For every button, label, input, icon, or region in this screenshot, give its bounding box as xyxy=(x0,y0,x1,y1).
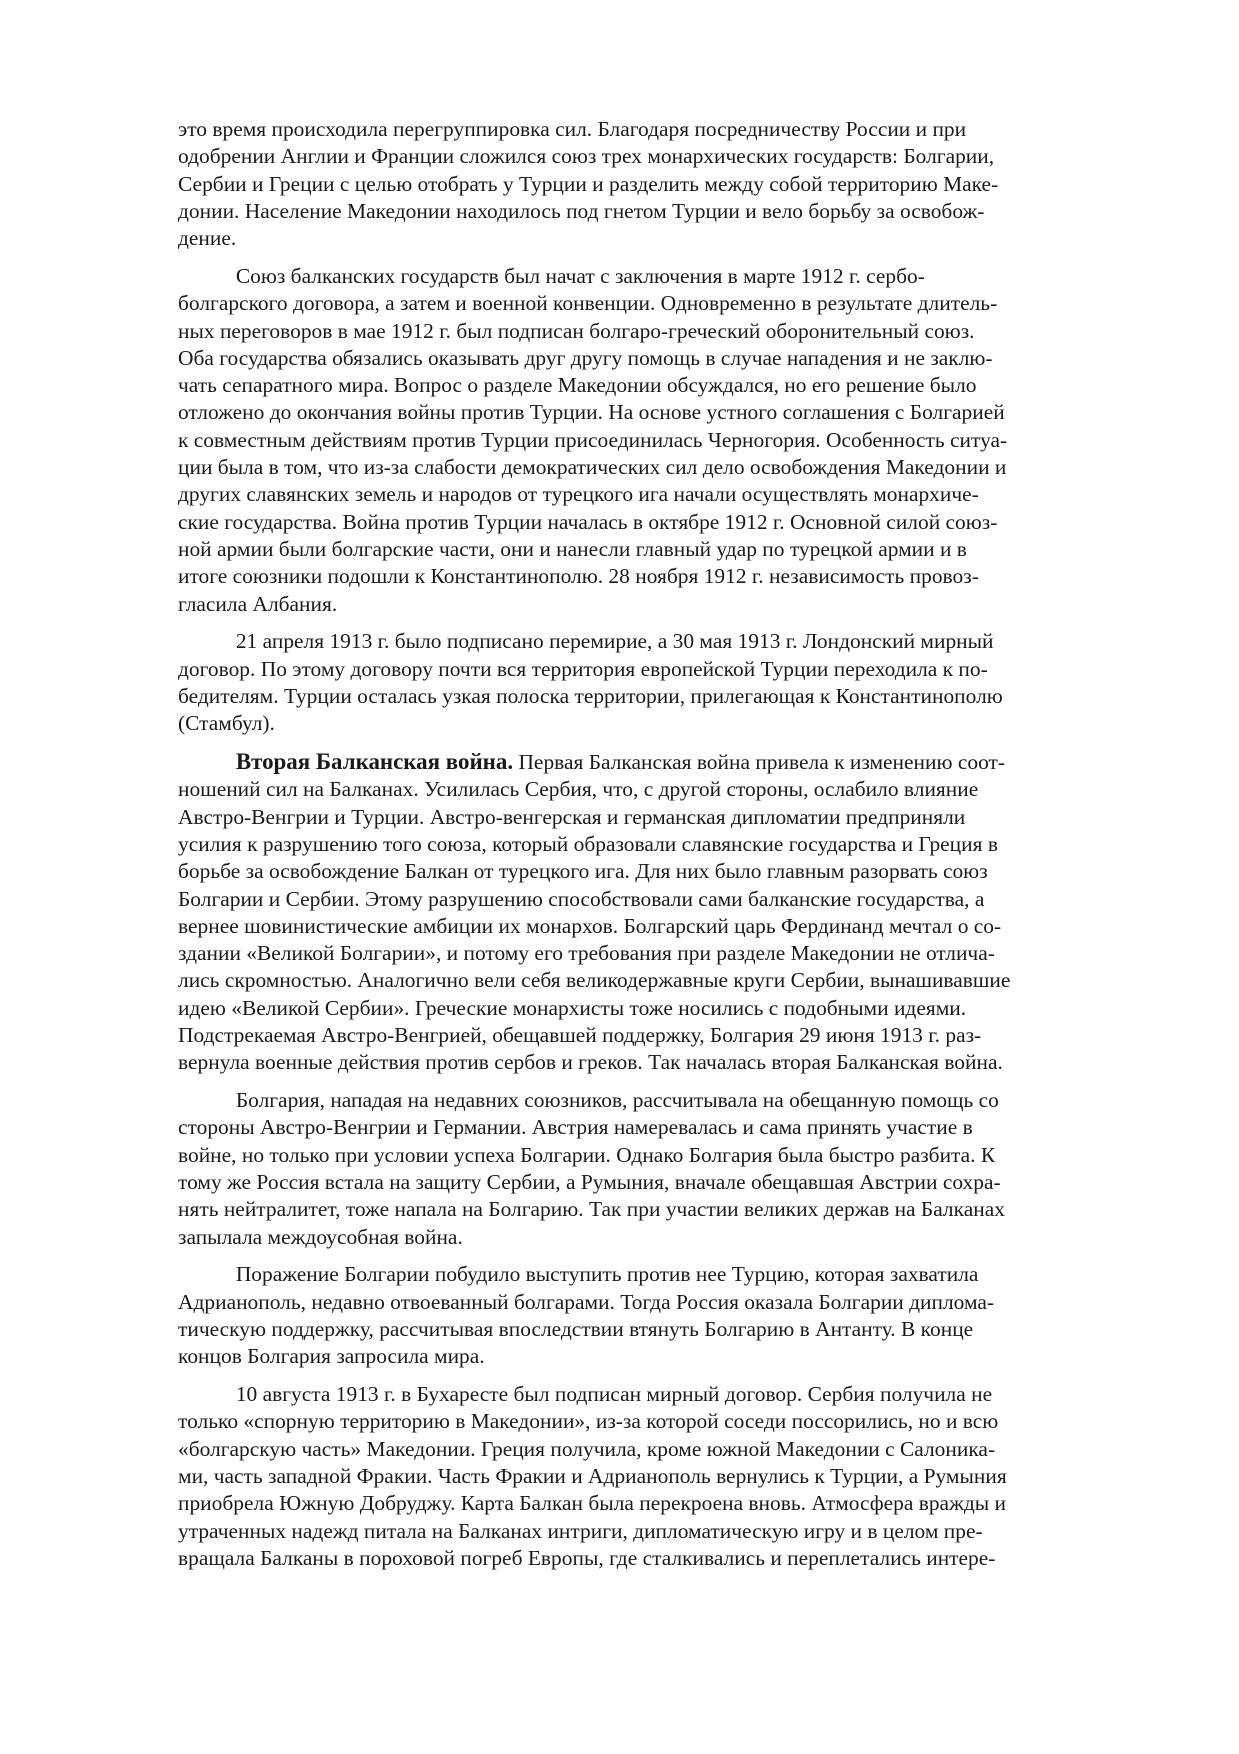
text-line: Оба государства обязались оказывать друг другу помощь в случае нападения и не заклю- xyxy=(178,345,993,370)
text-line: ношений сил на Балканах. Усилилась Сербия, что, с другой стороны, ослабило влияние xyxy=(178,777,979,802)
text-line: болгарского договора, а затем и военной конвенции. Одновременно в результате длитель- xyxy=(178,291,998,316)
text-line: Сербии и Греции с целью отобрать у Турции и разделить между собой территорию Маке- xyxy=(178,171,999,196)
text-line: гласила Албания. xyxy=(178,591,338,616)
text-line: ной армии были болгарские части, они и нанесли главный удар по турецкой армии и в xyxy=(178,536,967,561)
text-line: вернее шовинистические амбиции их монархов. Болгарский царь Фердинанд мечтал о со- xyxy=(178,913,1002,938)
text-line: Союз балканских государств был начат с заключения в марте 1912 г. сербо- xyxy=(235,263,925,288)
text-line: только «спорную территорию в Македонии», из-за которой соседи поссорились, но и всю xyxy=(178,1409,999,1434)
text-line: Болгарии и Сербии. Этому разрушению способствовали сами балканские государства, а xyxy=(178,886,985,911)
text-line: «болгарскую часть» Македонии. Греция получила, кроме южной Македонии с Салоника- xyxy=(178,1436,996,1461)
text-line: Болгария, нападая на недавних союзников, рассчитывала на обещанную помощь со xyxy=(235,1088,999,1113)
text-line: усилия к разрушению того союза, который образовали славянские государства и Греция в xyxy=(178,831,998,856)
text-line: Поражение Болгарии побудило выступить против нее Турцию, которая захватила xyxy=(235,1262,979,1287)
text-line: нять нейтралитет, тоже напала на Болгарию. Так при участии великих держав на Балканах xyxy=(178,1197,1005,1222)
text-run: Первая Балканская война привела к изменению соот- xyxy=(513,750,1006,775)
paragraph-3 xyxy=(178,628,1153,737)
text-line: (Стамбул). xyxy=(178,711,275,736)
text-line: дение. xyxy=(178,226,237,251)
text-line: договор. По этому договору почти вся территория европейской Турции переходила к по- xyxy=(178,656,988,681)
text-line: лись скромностью. Аналогично вели себя великодержавные круги Сербии, вынашивавшие xyxy=(178,968,1011,993)
text-line: других славянских земель и народов от турецкого ига начали осуществлять монархиче- xyxy=(178,482,979,507)
text-line: бедителям. Турции осталась узкая полоска территории, прилегающая к Константинополю xyxy=(178,683,1003,708)
text-line: это время происходила перегруппировка сил. Благодаря посредничеству России и при xyxy=(178,117,967,141)
text-line: чать сепаратного мира. Вопрос о разделе Македонии обсуждался, но его решение было xyxy=(178,373,977,398)
section-heading: Вторая Балканская война. xyxy=(235,749,514,775)
paragraph-6 xyxy=(178,1261,1153,1370)
text-line: ции была в том, что из-за слабости демократических сил дело освобождения Македонии и xyxy=(178,455,1007,480)
text-line: к совместным действиям против Турции присоединилась Черногория. Особенность ситуа- xyxy=(178,427,1008,452)
text-line: Подстрекаемая Австро-Венгрией, обещавшей поддержку, Болгария 29 июня 1913 г. раз- xyxy=(178,1023,982,1047)
paragraph-1 xyxy=(178,116,1153,252)
text-line: ных переговоров в мае 1912 г. был подписан болгаро-греческий оборонительный союз. xyxy=(178,318,975,343)
text-line: ские государства. Война против Турции началась в октябре 1912 г. Основной силой союз- xyxy=(178,509,998,534)
text-line: вернула военные действия против сербов и греков. Так началась вторая Балканская война. xyxy=(178,1050,1003,1075)
paragraph-5 xyxy=(178,1087,1153,1251)
text-line: войне, но только при условии успеха Болгарии. Однако Болгария была быстро разбита. К xyxy=(178,1142,996,1167)
text-line xyxy=(178,748,1150,776)
document-page xyxy=(178,116,1153,1583)
text-line: стороны Австро-Венгрии и Германии. Австрия намеревалась и сама принять участие в xyxy=(178,1115,973,1140)
paragraph-2 xyxy=(178,263,1153,618)
text-line: 10 августа 1913 г. в Бухаресте был подписан мирный договор. Сербия получила не xyxy=(235,1382,993,1407)
text-line: здании «Великой Болгарии», и потому его требования при разделе Македонии не отлича- xyxy=(178,941,995,966)
paragraph-7 xyxy=(178,1381,1153,1572)
text-line: борьбе за освобождение Балкан от турецкого ига. Для них было главным разорвать союз xyxy=(178,859,988,884)
text-line: концов Болгария запросила мира. xyxy=(178,1344,485,1369)
text-line: Адрианополь, недавно отвоеванный болгарами. Тогда Россия оказала Болгарии диплома- xyxy=(178,1289,995,1314)
text-line: приобрела Южную Добруджу. Карта Балкан была перекроена вновь. Атмосфера вражды и xyxy=(178,1491,1007,1516)
text-line: идею «Великой Сербии». Греческие монархисты тоже носились с подобными идеями. xyxy=(178,995,967,1020)
text-line: 21 апреля 1913 г. было подписано перемирие, а 30 мая 1913 г. Лондонский мирный xyxy=(235,629,994,654)
text-line: ми, часть западной Фракии. Часть Фракии и Адрианополь вернулись к Турции, а Румыния xyxy=(178,1463,1007,1488)
text-line: тому же Россия встала на защиту Сербии, а Румыния, вначале обещавшая Австрии сохра- xyxy=(178,1169,1001,1194)
text-line: одобрении Англии и Франции сложился союз трех монархических государств: Болгарии, xyxy=(178,144,995,169)
text-line: итоге союзники подошли к Константинополю. 28 ноября 1912 г. независимость провоз- xyxy=(178,564,979,589)
paragraph-4 xyxy=(178,748,1153,1077)
text-line: Австро-Венгрии и Турции. Австро-венгерская и германская дипломатии предприняли xyxy=(178,804,966,829)
text-line: вращала Балканы в пороховой погреб Европы, где сталкивались и переплетались интере- xyxy=(178,1545,996,1570)
text-line: донии. Население Македонии находилось под гнетом Турции и вело борьбу за освобож- xyxy=(178,198,985,223)
text-line: утраченных надежд питала на Балканах интриги, дипломатическую игру и в целом пре- xyxy=(178,1518,983,1543)
text-line: тическую поддержку, рассчитывая впоследствии втянуть Болгарию в Антанту. В конце xyxy=(178,1316,974,1341)
text-line: отложено до окончания войны против Турции. На основе устного соглашения с Болгарией xyxy=(178,400,1005,425)
text-line: запылала междоусобная война. xyxy=(178,1224,463,1249)
